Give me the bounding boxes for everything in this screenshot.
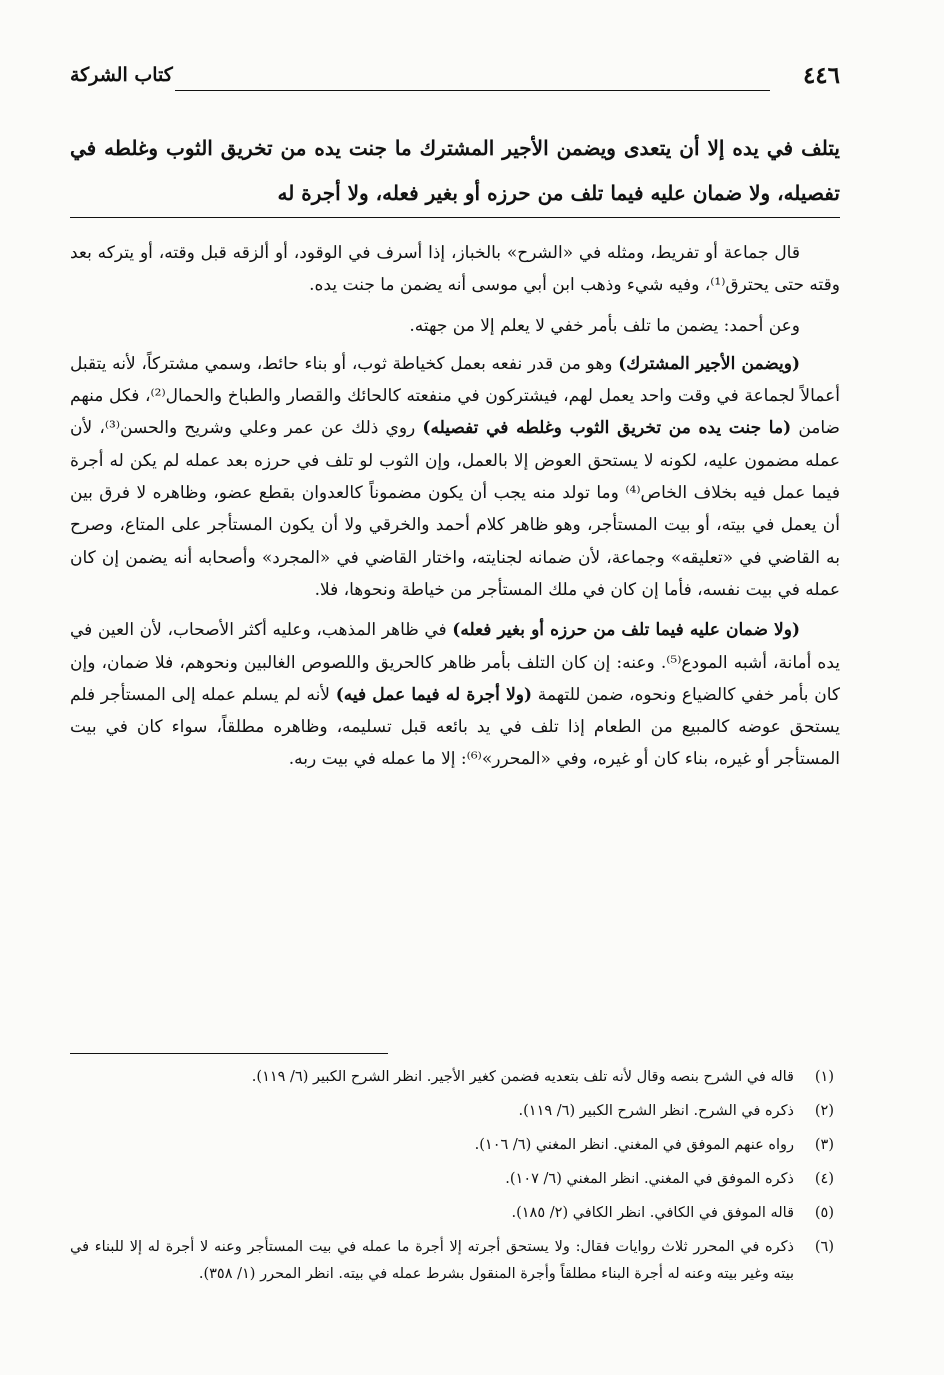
page-header <box>70 60 840 98</box>
running-title: كتاب الشركة <box>70 64 173 86</box>
footnote-text: ذكره في المحرر ثلاث روايات فقال: ولا يستحق أجرته إلا أجرة ما عمله في بيت المستأجر وعنه لا أجرة له إلا للبناء في بيته وغير بيته وعنه له أجرة البناء مطلقاً وأجرة المنقول بشرط عمله في بيته. انظر المحرر (١/ ٣٥٨). <box>70 1239 794 1282</box>
matn-quote: (ولا ضمان عليه فيما تلف من حرزه أو بغير فعله) <box>452 620 800 641</box>
footnote-number: (٥) <box>814 1205 834 1221</box>
commentary-text: في ظاهر المذهب، وعليه أكثر الأصحاب، لأن العين في يده أمانة، أشبه المودع⁽⁵⁾. وعنه: إن كان التلف بأمر ظاهر كالحريق واللصوص الغالبين ونحوهم، فلا ضمان، وإن كان بأمر خفي كالضياع ونحوه، ضمن للتهمة <box>70 620 840 705</box>
commentary-paragraph-3 <box>70 348 840 606</box>
footnote-text: ذكره الموفق في المغني. انظر المغني (٦/ ١٠٧). <box>505 1171 794 1187</box>
matn-quote: (ولا أجرة له فيما عمل فيه) <box>335 684 533 705</box>
matn-separator <box>70 217 840 218</box>
footnote-text: قاله في الشرح بنصه وقال لأنه تلف بتعديه فضمن كغير الأجير. انظر الشرح الكبير (٦/ ١١٩). <box>251 1069 794 1085</box>
commentary-paragraph-1: قال جماعة أو تفريط، ومثله في «الشرح» بالخباز، إذا أسرف في الوقود، أو ألزقه قبل وقته، أو يتركه بعد وقته حتى يحترق⁽¹⁾، وفيه شيء وذهب ابن أبي موسى أنه يضمن ما جنت يده. <box>70 243 840 296</box>
footnotes <box>70 1064 840 1295</box>
footnote-number: (٣) <box>814 1137 834 1153</box>
matn-quote: (ما جنت يده من تخريق الثوب وغلطه في تفصيله) <box>422 418 792 439</box>
footnote-number: (١) <box>814 1069 834 1085</box>
page <box>70 60 840 1282</box>
commentary-text: وهو من قدر نفعه بعمل كخياطة ثوب، أو بناء حائط، وسمي مشتركاً، لأنه يتقبل أعمالاً لجماعة في وقت واحد يعمل لهم، فيشتركون في منفعته كالحائك والقصار والطباخ والحمال⁽²⁾، فكل منهم ضامن <box>70 353 840 439</box>
footnote-number: (٢) <box>814 1103 834 1119</box>
footnote <box>70 1132 840 1159</box>
commentary-text: روي ذلك عن عمر وعلي وشريح والحسن⁽³⁾، لأن عمله مضمون عليه، لكونه لا يستحق العوض إلا بالعمل، وإن الثوب لو تلف في حرزه بعد عمله لم يكن له أجرة فيما عمل فيه بخلاف الخاص⁽⁴⁾ وما تولد منه يجب أن يكون مضموناً كالعدوان بقطع عضو، وظاهره لا فرق بين أن يعمل في بيته، أو بيت المستأجر، وهو ظاهر كلام أحمد والخرقي ولا أن يكون المستأجر على المتاع، وصرح به القاضي في «تعليقه» وجماعة، لأن ضمانه لجنايته، واختار القاضي في «المجرد» وأصحابه أنه يضمن إن كان عمله في بيت نفسه، فأما إن كان في ملك المستأجر من خياطة ونحوها، فلا. <box>70 418 840 600</box>
commentary <box>70 237 840 784</box>
page-number: ٤٤٦ <box>802 62 840 89</box>
header-rule <box>175 90 770 91</box>
commentary-paragraph-4 <box>70 614 840 775</box>
matn-paragraph: يتلف في يده إلا أن يتعدى ويضمن الأجير المشترك ما جنت يده من تخريق الثوب وغلطه في تفصيله، ولا ضمان عليه فيما تلف من حرزه أو بغير فعله، ولا أجرة له <box>70 136 840 205</box>
footnote <box>70 1234 840 1288</box>
footnote <box>70 1064 840 1091</box>
commentary-text: لأنه لم يسلم عمله إلى المستأجر فلم يستحق عوضه كالمبيع من الطعام إذا تلف في يد بائعه قبل تسليمه، وظاهره مطلقاً، سواء كان في بيت المستأجر أو غيره، بناء كان أو غيره، وفي «المحرر»⁽⁶⁾: إلا ما عمله في بيت ربه. <box>70 684 840 770</box>
footnote <box>70 1200 840 1227</box>
footnote <box>70 1098 840 1125</box>
matn-quote: (ويضمن الأجير المشترك) <box>618 353 801 374</box>
footnote-rule <box>70 1053 388 1054</box>
footnote-number: (٤) <box>814 1171 834 1187</box>
footnote-number: (٦) <box>814 1239 834 1255</box>
footnote-text: رواه عنهم الموفق في المغني. انظر المغني (٦/ ١٠٦). <box>474 1137 794 1153</box>
footnote-text: ذكره في الشرح. انظر الشرح الكبير (٦/ ١١٩). <box>518 1103 794 1119</box>
matn-text <box>70 126 840 216</box>
commentary-paragraph-2: وعن أحمد: يضمن ما تلف بأمر خفي لا يعلم إلا من جهته. <box>409 315 800 336</box>
footnote <box>70 1166 840 1193</box>
footnote-text: قاله الموفق في الكافي. انظر الكافي (٢/ ١٨٥). <box>511 1205 794 1221</box>
